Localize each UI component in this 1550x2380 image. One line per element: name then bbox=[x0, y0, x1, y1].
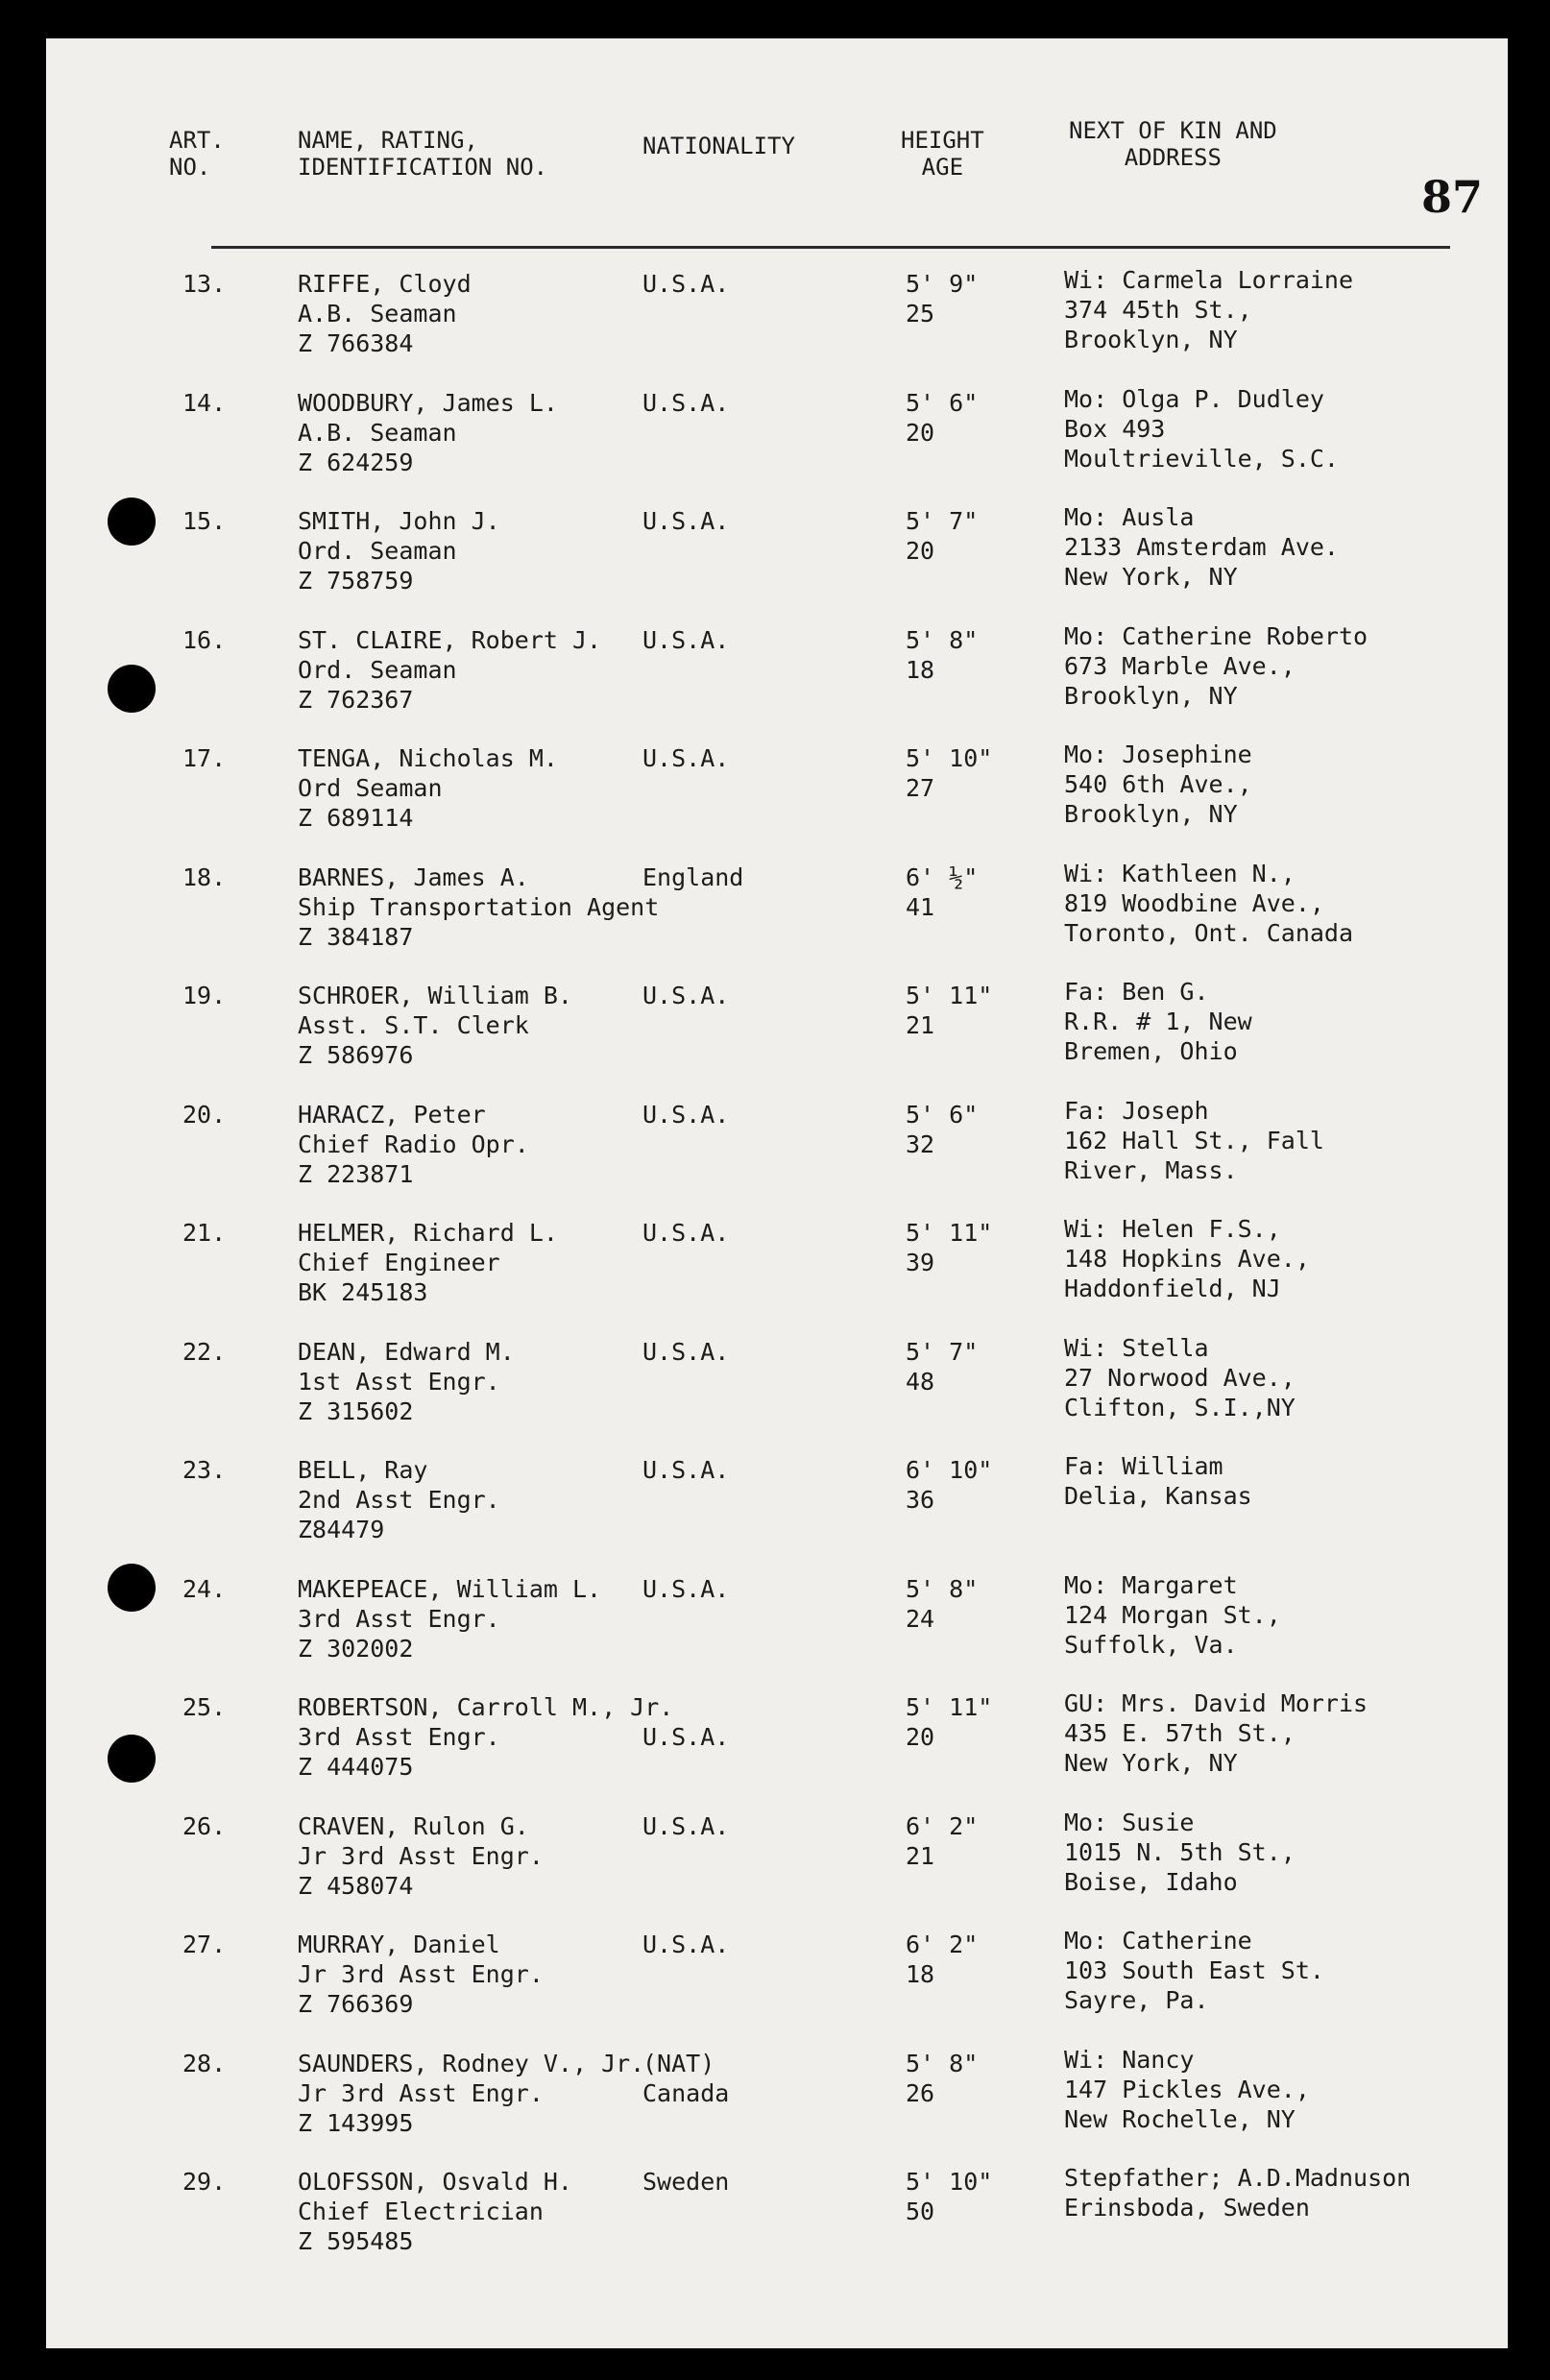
crew-row bbox=[46, 266, 1508, 388]
art-no: 29. bbox=[182, 2168, 227, 2196]
height-age: 5' 8" 26 bbox=[906, 2049, 979, 2107]
name-rating-id: TENGA, Nicholas M. Ord Seaman Z 689114 bbox=[298, 744, 558, 832]
binder-hole bbox=[108, 1735, 156, 1783]
name-rating-id: ST. CLAIRE, Robert J. Ord. Seaman Z 762367 bbox=[298, 625, 602, 714]
next-of-kin-address: Mo: Catherine Roberto 673 Marble Ave., Brooklyn, NY bbox=[1064, 621, 1368, 710]
page-number: 87 bbox=[1421, 171, 1484, 223]
art-no: 13. bbox=[182, 270, 227, 298]
next-of-kin-address: Stepfather; A.D.Madnuson Erinsboda, Sweden bbox=[1064, 2164, 1412, 2222]
art-no: 20. bbox=[182, 1100, 227, 1129]
nationality: U.S.A. bbox=[642, 744, 730, 772]
art-no: 22. bbox=[182, 1337, 227, 1366]
art-no: 27. bbox=[182, 1931, 227, 1958]
nationality: U.S.A. bbox=[642, 1811, 730, 1840]
nationality: England bbox=[642, 862, 744, 891]
next-of-kin-address: Fa: William Delia, Kansas bbox=[1064, 1452, 1252, 1510]
height-age: 6' 10" 36 bbox=[906, 1456, 993, 1514]
nationality: U.S.A. bbox=[642, 388, 730, 417]
art-no: 18. bbox=[182, 862, 227, 891]
name-rating-id: MAKEPEACE, William L. 3rd Asst Engr. Z 302002 bbox=[298, 1574, 602, 1663]
nationality: Sweden bbox=[642, 2168, 730, 2196]
document-page bbox=[46, 38, 1508, 2348]
crew-row bbox=[46, 384, 1508, 507]
next-of-kin-address: Mo: Josephine 540 6th Ave., Brooklyn, NY bbox=[1064, 741, 1252, 828]
crew-row bbox=[46, 1096, 1508, 1219]
next-of-kin-address: Fa: Joseph 162 Hall St., Fall River, Mass. bbox=[1064, 1096, 1324, 1184]
crew-row bbox=[46, 1215, 1508, 1337]
next-of-kin-address: Wi: Kathleen N., 819 Woodbine Ave., Toronto, Ont. Canada bbox=[1064, 859, 1354, 947]
name-rating-id: SAUNDERS, Rodney V., Jr. Jr 3rd Asst Engr. Z 143995 bbox=[298, 2049, 645, 2137]
name-rating-id: DEAN, Edward M. 1st Asst Engr. Z 315602 bbox=[298, 1337, 515, 1425]
height-age: 5' 6" 32 bbox=[906, 1100, 979, 1158]
crew-row bbox=[46, 1689, 1508, 1811]
name-rating-id: OLOFSSON, Osvald H. Chief Electrician Z 595485 bbox=[298, 2168, 572, 2255]
nationality: U.S.A. bbox=[642, 1219, 730, 1247]
name-rating-id: CRAVEN, Rulon G. Jr 3rd Asst Engr. Z 458074 bbox=[298, 1811, 544, 1900]
height-age: 5' 11" 21 bbox=[906, 982, 993, 1039]
nationality: (NAT) Canada bbox=[642, 2049, 730, 2107]
nationality: U.S.A. bbox=[642, 1100, 730, 1129]
name-rating-id: RIFFE, Cloyd A.B. Seaman Z 766384 bbox=[298, 270, 472, 357]
art-no: 17. bbox=[182, 744, 227, 772]
name-rating-id: BELL, Ray 2nd Asst Engr. Z84479 bbox=[298, 1456, 500, 1543]
crew-row bbox=[46, 621, 1508, 744]
height-age: 6' 2" 18 bbox=[906, 1931, 979, 1988]
art-no: 14. bbox=[182, 388, 227, 417]
nationality: U.S.A. bbox=[642, 270, 730, 298]
crew-row bbox=[46, 2164, 1508, 2286]
art-no: 15. bbox=[182, 507, 227, 535]
next-of-kin-address: Mo: Olga P. Dudley Box 493 Moultrieville, S.C. bbox=[1064, 384, 1339, 473]
art-no: 21. bbox=[182, 1219, 227, 1247]
binder-hole bbox=[108, 665, 156, 713]
crew-row bbox=[46, 1333, 1508, 1456]
nationality: U.S.A. bbox=[642, 982, 730, 1009]
next-of-kin-address: Mo: Susie 1015 N. 5th St., Boise, Idaho bbox=[1064, 1808, 1296, 1896]
crew-row bbox=[46, 743, 1508, 862]
art-no: 26. bbox=[182, 1811, 227, 1840]
nationality: U.S.A. bbox=[642, 1337, 730, 1366]
name-rating-id: WOODBURY, James L. A.B. Seaman Z 624259 bbox=[298, 388, 558, 476]
crew-row bbox=[46, 1570, 1508, 1693]
crew-row bbox=[46, 503, 1508, 625]
nationality: U.S.A. bbox=[642, 507, 730, 535]
header-next-of-kin: NEXT OF KIN AND ADDRESS bbox=[1069, 117, 1277, 171]
height-age: 5' 11" 39 bbox=[906, 1219, 993, 1276]
header-height-age: HEIGHT AGE bbox=[901, 127, 984, 181]
name-rating-id: HARACZ, Peter Chief Radio Opr. Z 223871 bbox=[298, 1100, 529, 1188]
height-age: 5' 8" 18 bbox=[906, 625, 979, 684]
header-rule bbox=[211, 246, 1450, 249]
name-rating-id: SCHROER, William B. Asst. S.T. Clerk Z 586976 bbox=[298, 982, 572, 1069]
crew-row bbox=[46, 859, 1508, 982]
height-age: 5' 7" 48 bbox=[906, 1337, 979, 1396]
crew-row bbox=[46, 1927, 1508, 2049]
crew-row bbox=[46, 2045, 1508, 2168]
height-age: 5' 10" 27 bbox=[906, 744, 993, 802]
nationality: U.S.A. bbox=[642, 1931, 730, 1958]
next-of-kin-address: Mo: Catherine 103 South East St. Sayre, Pa. bbox=[1064, 1927, 1324, 2014]
next-of-kin-address: Wi: Nancy 147 Pickles Ave., New Rochelle, NY bbox=[1064, 2045, 1310, 2133]
nationality: U.S.A. bbox=[642, 625, 730, 654]
height-age: 5' 11" 20 bbox=[906, 1693, 993, 1751]
nationality: U.S.A. bbox=[642, 1723, 730, 1751]
next-of-kin-address: Fa: Ben G. R.R. # 1, New Bremen, Ohio bbox=[1064, 978, 1252, 1065]
nationality: U.S.A. bbox=[642, 1456, 730, 1484]
name-rating-id: BARNES, James A. Ship Transportation Agent Z 384187 bbox=[298, 862, 660, 951]
art-no: 23. bbox=[182, 1456, 227, 1484]
name-rating-id: ROBERTSON, Carroll M., Jr. 3rd Asst Engr. Z 444075 bbox=[298, 1693, 674, 1781]
binder-hole bbox=[108, 498, 156, 546]
next-of-kin-address: Wi: Helen F.S., 148 Hopkins Ave., Haddonfield, NJ bbox=[1064, 1215, 1310, 1302]
art-no: 25. bbox=[182, 1693, 227, 1721]
next-of-kin-address: Mo: Ausla 2133 Amsterdam Ave. New York, NY bbox=[1064, 503, 1339, 591]
art-no: 19. bbox=[182, 982, 227, 1009]
art-no: 28. bbox=[182, 2049, 227, 2077]
binder-hole bbox=[108, 1564, 156, 1612]
next-of-kin-address: Wi: Stella 27 Norwood Ave., Clifton, S.I.,NY bbox=[1064, 1333, 1296, 1421]
next-of-kin-address: Wi: Carmela Lorraine 374 45th St., Brooklyn, NY bbox=[1064, 266, 1354, 353]
height-age: 6' ½" 41 bbox=[906, 862, 979, 921]
height-age: 5' 9" 25 bbox=[906, 270, 979, 328]
art-no: 24. bbox=[182, 1574, 227, 1603]
height-age: 6' 2" 21 bbox=[906, 1811, 979, 1870]
crew-row bbox=[46, 978, 1508, 1100]
height-age: 5' 7" 20 bbox=[906, 507, 979, 565]
name-rating-id: SMITH, John J. Ord. Seaman Z 758759 bbox=[298, 507, 500, 595]
height-age: 5' 10" 50 bbox=[906, 2168, 993, 2225]
header-art-no: ART. NO. bbox=[169, 127, 225, 181]
height-age: 5' 8" 24 bbox=[906, 1574, 979, 1633]
name-rating-id: MURRAY, Daniel Jr 3rd Asst Engr. Z 766369 bbox=[298, 1931, 544, 2018]
nationality: U.S.A. bbox=[642, 1574, 730, 1603]
height-age: 5' 6" 20 bbox=[906, 388, 979, 447]
header-nationality: NATIONALITY bbox=[642, 133, 795, 159]
crew-row bbox=[46, 1808, 1508, 1931]
next-of-kin-address: Mo: Margaret 124 Morgan St., Suffolk, Va. bbox=[1064, 1570, 1281, 1659]
art-no: 16. bbox=[182, 625, 227, 654]
name-rating-id: HELMER, Richard L. Chief Engineer BK 245183 bbox=[298, 1219, 558, 1306]
header-name-rating: NAME, RATING, IDENTIFICATION NO. bbox=[298, 127, 548, 181]
next-of-kin-address: GU: Mrs. David Morris 435 E. 57th St., New York, NY bbox=[1064, 1689, 1368, 1777]
crew-row bbox=[46, 1452, 1508, 1574]
